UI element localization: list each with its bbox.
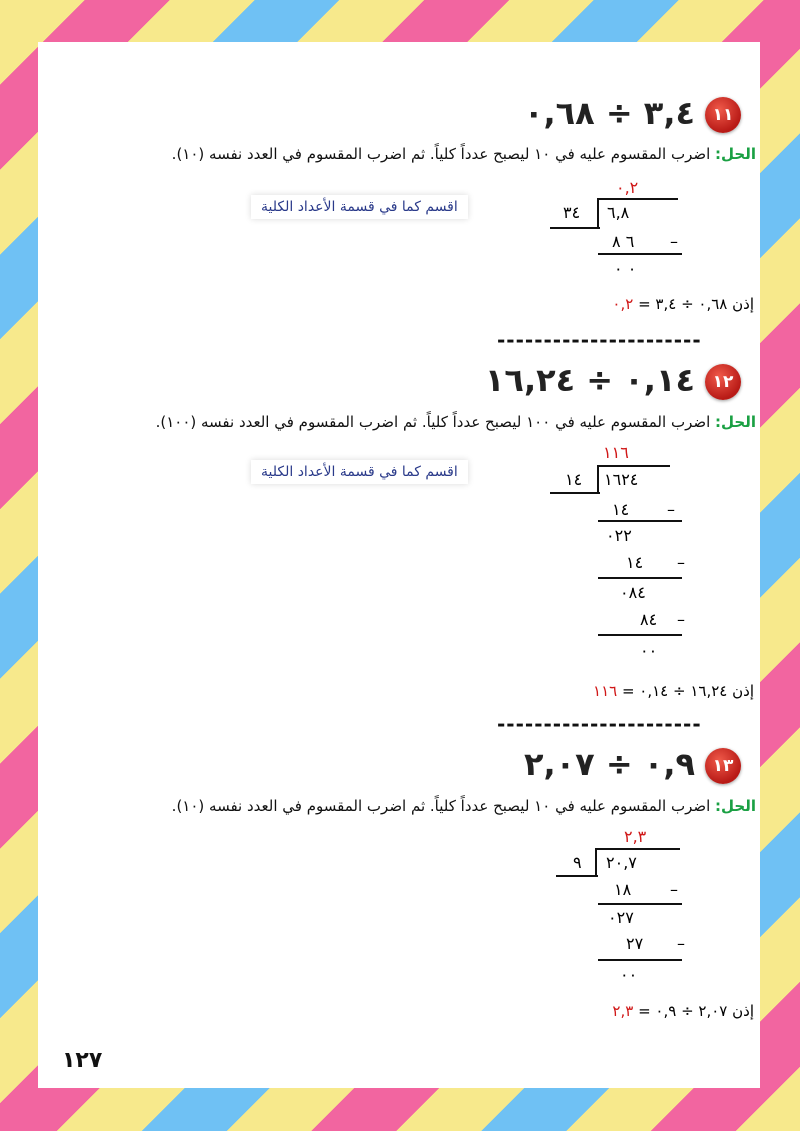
step-value: ١٤	[612, 500, 630, 519]
step-value: ٠٨٤	[620, 583, 646, 602]
result-line	[612, 295, 754, 313]
step-value: ٠ ٠	[614, 259, 637, 278]
solution-label: الحل:	[715, 145, 756, 163]
minus-sign: –	[677, 553, 687, 572]
result-line	[593, 682, 754, 700]
step-value: ٢٧	[626, 934, 644, 953]
quotient: ٠,٢	[616, 178, 639, 197]
step-value: ١٤	[626, 553, 644, 572]
division-bar	[596, 848, 680, 850]
minus-sign: –	[670, 880, 680, 899]
step-line	[598, 253, 682, 255]
solution-line	[172, 145, 756, 163]
result-value: ١١٦	[593, 682, 618, 700]
solution-label: الحل:	[715, 413, 756, 431]
dividend: ٦,٨	[607, 203, 630, 222]
problem-number-badge: ١٢	[705, 364, 741, 400]
solution-line	[156, 413, 756, 431]
solution-line	[172, 797, 756, 815]
hint-box: اقسم كما في قسمة الأعداد الكلية	[251, 195, 468, 219]
separator: ----------------------	[497, 328, 702, 352]
division-bar	[598, 198, 678, 200]
divisor: ٣٤	[563, 203, 581, 222]
step-line	[598, 634, 682, 636]
divisor-underline	[550, 227, 600, 229]
divisor: ١٤	[565, 470, 583, 489]
result-value: ٢,٣	[612, 1002, 634, 1020]
minus-sign: –	[677, 934, 687, 953]
hint-box: اقسم كما في قسمة الأعداد الكلية	[251, 460, 468, 484]
result-text: إذن ١٦,٢٤ ÷ ٠,١٤ =	[617, 682, 754, 700]
problem-number-badge: ١١	[705, 97, 741, 133]
step-line	[598, 903, 682, 905]
divisor-underline	[556, 875, 598, 877]
step-value: ٨٤	[640, 610, 658, 629]
solution-text: اضرب المقسوم عليه في ١٠ ليصبح عدداً كلياً. ثم اضرب المقسوم في العدد نفسه (١٠).	[171, 797, 716, 815]
problem-number-badge: ١٣	[705, 748, 741, 784]
solution-text: اضرب المقسوم عليه في ١٠٠ ليصبح عدداً كلياً. ثم اضرب المقسوم في العدد نفسه (١٠٠).	[155, 413, 716, 431]
step-value: ٠٢٧	[608, 908, 634, 927]
step-line	[598, 577, 682, 579]
result-text: إذن ٠,٦٨ ÷ ٣,٤ =	[633, 295, 754, 313]
step-value: ١٨	[614, 880, 632, 899]
step-value: ٦ ٨	[612, 232, 635, 251]
division-bar	[598, 465, 670, 467]
minus-sign: –	[667, 500, 677, 519]
problem-title: ٠,٩ ÷ ٢,٠٧	[523, 745, 695, 783]
divisor-underline	[550, 492, 600, 494]
dividend: ٢٠,٧	[606, 853, 637, 872]
problem-title: ٠,١٤ ÷ ١٦,٢٤	[484, 361, 695, 399]
step-line	[598, 959, 682, 961]
step-value: ٠٠	[620, 965, 638, 984]
result-text: إذن ٢,٠٧ ÷ ٠,٩ =	[633, 1002, 754, 1020]
page-number: ١٢٧	[62, 1048, 103, 1073]
division-bracket	[595, 848, 597, 876]
result-value: ٠,٢	[612, 295, 634, 313]
dividend: ١٦٢٤	[604, 470, 639, 489]
solution-label: الحل:	[715, 797, 756, 815]
result-line	[612, 1002, 754, 1020]
problem-title: ٣,٤ ÷ ٠,٦٨	[523, 94, 695, 132]
division-bracket	[597, 465, 599, 493]
minus-sign: –	[670, 232, 680, 251]
step-line	[598, 520, 682, 522]
separator: ----------------------	[497, 712, 702, 736]
minus-sign: –	[677, 610, 687, 629]
quotient: ٢,٣	[624, 827, 647, 846]
step-value: ٠٢٢	[606, 526, 632, 545]
quotient: ١١٦	[603, 443, 629, 462]
divisor: ٩	[573, 853, 582, 872]
division-bracket	[597, 198, 599, 228]
step-value: ٠٠	[640, 641, 658, 660]
solution-text: اضرب المقسوم عليه في ١٠ ليصبح عدداً كلياً. ثم اضرب المقسوم في العدد نفسه (١٠).	[171, 145, 716, 163]
